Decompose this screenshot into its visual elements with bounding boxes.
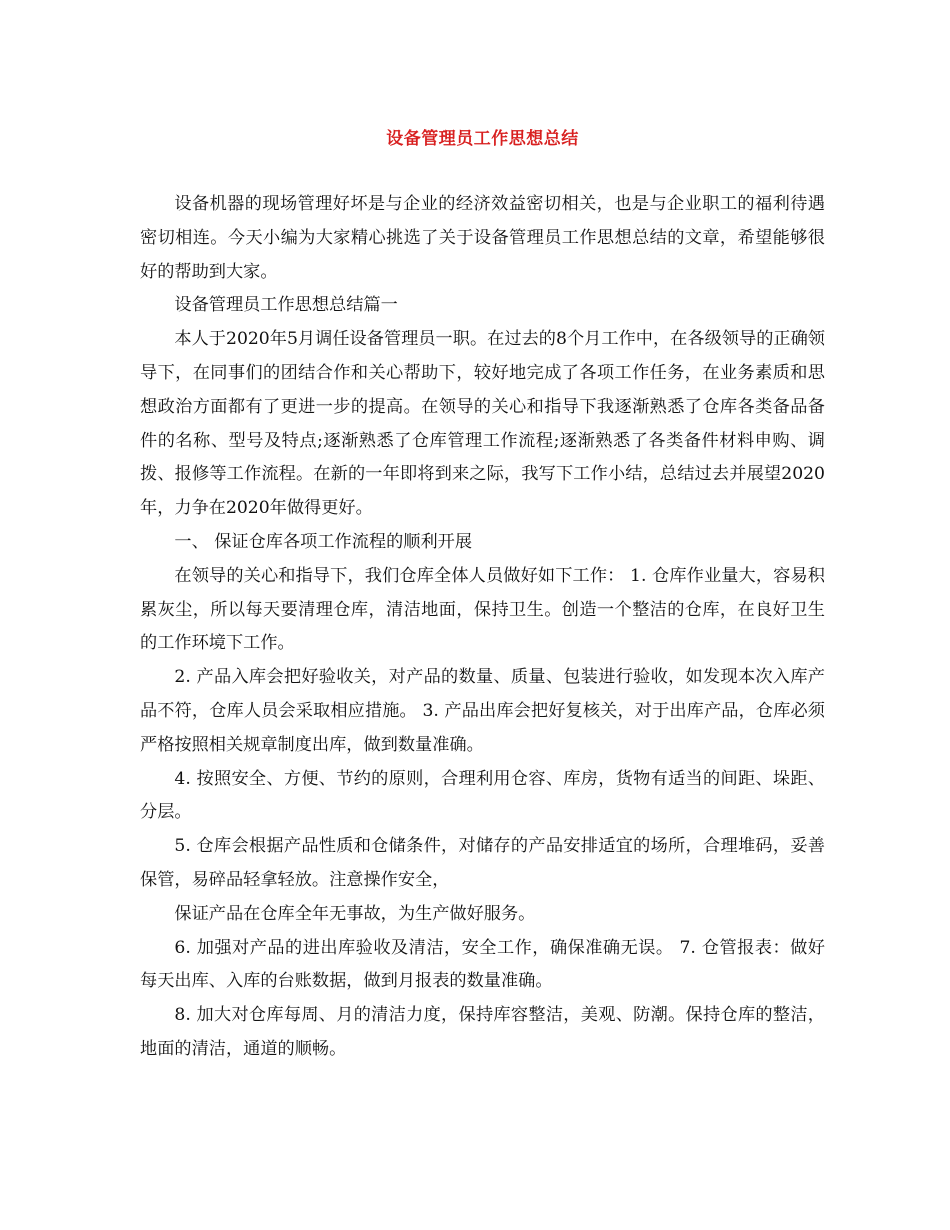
paragraph-item-6-7: 6. 加强对产品的进出库验收及清洁，安全工作，确保准确无误。 7. 仓管报表：做好每天出库、入库的台账数据，做到月报表的数量准确。 <box>140 937 825 992</box>
paragraph-point-heading: 一、 保证仓库各项工作流程的顺利开展 <box>174 531 473 552</box>
paragraph-item-8: 8. 加大对仓库每周、月的清洁力度，保持库容整洁，美观、防潮。保持仓库的整洁，地面的清洁，通道的顺畅。 <box>140 1005 825 1059</box>
document-body <box>140 188 825 1067</box>
document-title: 设备管理员工作思想总结 <box>386 129 579 149</box>
paragraph-item-1: 在领导的关心和指导下，我们仓库全体人员做好如下工作： 1. 仓库作业量大，容易积累灰尘，所以每天要清理仓库，清洁地面，保持卫生。创造一个整洁的仓库，在良好卫生的工作环境下工作。 <box>140 565 825 654</box>
paragraph-section-heading: 设备管理员工作思想总结篇一 <box>174 295 398 316</box>
paragraph-item-2-3: 2. 产品入库会把好验收关，对产品的数量、质量、包装进行验收，如发现本次入库产品不符，仓库人员会采取相应措施。 3. 产品出库会把好复核关，对于出库产品，仓库必须严格按照相关规章制度出库，做到数量准确。 <box>140 667 825 755</box>
paragraph-intro: 设备机器的现场管理好坏是与企业的经济效益密切相关，也是与企业职工的福利待遇密切相连。今天小编为大家精心挑选了关于设备管理员工作思想总结的文章，希望能够很好的帮助到大家。 <box>140 194 825 282</box>
paragraph-summary: 本人于2020年5月调任设备管理员一职。在过去的8个月工作中，在各级领导的正确领导下，在同事们的团结合作和关心帮助下，较好地完成了各项工作任务，在业务素质和思想政治方面都有了更进一步的提高。在领导的关心和指导下我逐渐熟悉了仓库各类备品备件的名称、型号及特点;逐渐熟悉了仓库管理工作流程;逐渐熟悉了各类备件材料申购、调拨、报修等工作流程。在新的一年即将到来之际，我写下工作小结，总结过去并展望2020年，力争在2020年做得更好。 <box>140 329 825 519</box>
paragraph-item-5: 5. 仓库会根据产品性质和仓储条件，对储存的产品安排适宜的场所，合理堆码，妥善保管，易碎品轻拿轻放。注意操作安全， <box>140 836 825 890</box>
paragraph-item-4: 4. 按照安全、方便、节约的原则，合理利用仓容、库房，货物有适当的间距、垛距、分层。 <box>140 768 825 823</box>
paragraph-item-5-cont: 保证产品在仓库全年无事故，为生产做好服务。 <box>174 903 536 924</box>
